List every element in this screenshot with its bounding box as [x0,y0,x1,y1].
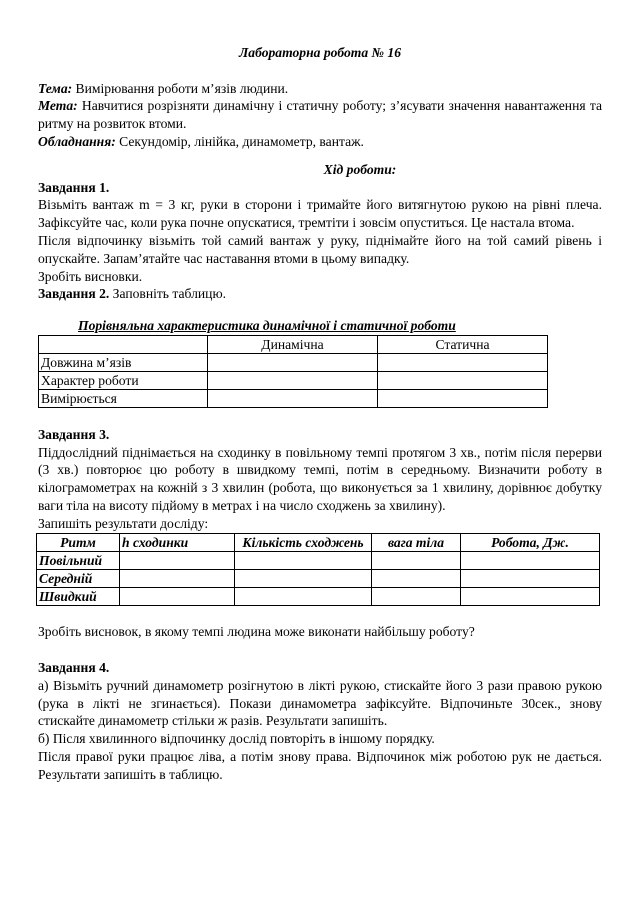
meta-text: Навчитися розрізняти динамічну і статичну роботу; з’ясувати значення навантаження та ритму на розвиток втоми. [38,98,602,132]
table-cell [235,587,372,605]
table-cell [461,587,600,605]
table-cell [235,551,372,569]
task1-heading: Завдання 1. [38,179,110,195]
table-row [37,551,600,569]
table-row-label: Повільний [37,551,120,569]
document-page [38,44,602,784]
task2-heading: Завдання 2. [38,286,110,302]
table-cell [378,389,548,407]
tema-text: Вимірювання роботи м’язів людини. [72,80,289,96]
table-cell [235,569,372,587]
table-cell [461,551,600,569]
tema-line [38,80,602,98]
table-row-label: Середній [37,569,120,587]
table-row-label: Характер роботи [39,371,208,389]
table-row [39,371,548,389]
table1-title: Порівняльна характеристика динамічної і статичної роботи [78,318,456,334]
task1-paragraph-3: Зробіть висновки. [38,268,143,284]
task1-paragraph-1: Візьміть вантаж m = 3 кг, руки в сторони і тримайте його витягнутою рукою на рівні плеча. Зафіксуйте час, коли рука почне опускатися, тремтіти і зовсім опуститься. Це настала втома. [38,197,602,231]
task3-paragraph-2: Запишіть результати досліду: [38,515,209,531]
tema-label: Тема: [38,80,73,96]
table-row-label: Швидкий [37,587,120,605]
table-cell [378,371,548,389]
table-row [39,353,548,371]
table-header-cell: Робота, Дж. [461,533,600,551]
task4-part-a: а) Візьміть ручний динамометр розігнутою в лікті рукою, стискайте його 3 рази правою рукою (рука в лікті не згинається). Покази динамометра зафіксуйте. Відпочиньте 30сек., знову стискайте динамометр стільки ж разів. Результати запишіть. [38,677,602,729]
table-row-label: Довжина м’язів [39,353,208,371]
table-cell [120,569,235,587]
table-row [37,569,600,587]
table-cell [208,389,378,407]
task1-paragraph-2: Після відпочинку візьміть той самий вантаж у руку, піднімайте його на той самий рівень і опускайте. Запам’ятайте час наставання втоми в цьому випадку. [38,232,602,266]
procedure-title: Хід роботи: [323,161,397,177]
equipment-label: Обладнання: [38,133,116,149]
task3-heading: Завдання 3. [38,426,110,442]
table-cell [120,551,235,569]
table-cell [372,569,461,587]
meta-line [38,97,602,133]
table-cell [378,353,548,371]
table-cell [120,587,235,605]
table-header-row [39,335,548,353]
table-header-cell: Динамічна [208,335,378,353]
table-header-row [37,533,600,551]
equipment-line [38,133,602,151]
task4-part-b: б) Після хвилинного відпочинку дослід повторіть в іншому порядку. [38,731,435,747]
table-header-cell: вага тіла [372,533,461,551]
table-cell [372,551,461,569]
table-row [39,389,548,407]
table-header-cell: h сходинки [120,533,235,551]
table-row-label: Вимірюється [39,389,208,407]
table-header-cell: Статична [378,335,548,353]
table-cell [208,353,378,371]
table-header-cell: Ритм [37,533,120,551]
comparison-table [38,335,548,408]
doc-title: Лабораторна робота № 16 [238,45,402,60]
task2-text: Заповніть таблицю. [109,286,227,302]
table-row [37,587,600,605]
task4-heading: Завдання 4. [38,659,110,675]
table-cell [372,587,461,605]
table-header-cell [39,335,208,353]
task3-paragraph-1: Піддослідний піднімається на сходинку в повільному темпі протягом 3 хв., потім після перерви (3 хв.) повторює цю роботу в швидкому темпі, потім в середньому. Визначити роботу в кілограмометрах на кожній з 3 хвилин (робота, що виконується за 1 хвилину, дорівнює добутку ваги тіла на висоту підйому в метрах і на число сходжень за хвилину). [38,444,602,513]
task4-part-c: Після правої руки працює ліва, а потім знову права. Відпочинок між роботою рук не дається. Результати запишіть в таблицю. [38,748,602,782]
meta-label: Мета: [38,98,78,114]
equipment-text: Секундомір, лінійка, динамометр, вантаж. [115,133,364,149]
task3-conclusion: Зробіть висновок, в якому темпі людина може виконати найбільшу роботу? [38,624,475,640]
results-table [36,533,600,606]
task2-line [38,285,602,303]
table-cell [208,371,378,389]
table-header-cell: Кількість сходжень [235,533,372,551]
table-cell [461,569,600,587]
